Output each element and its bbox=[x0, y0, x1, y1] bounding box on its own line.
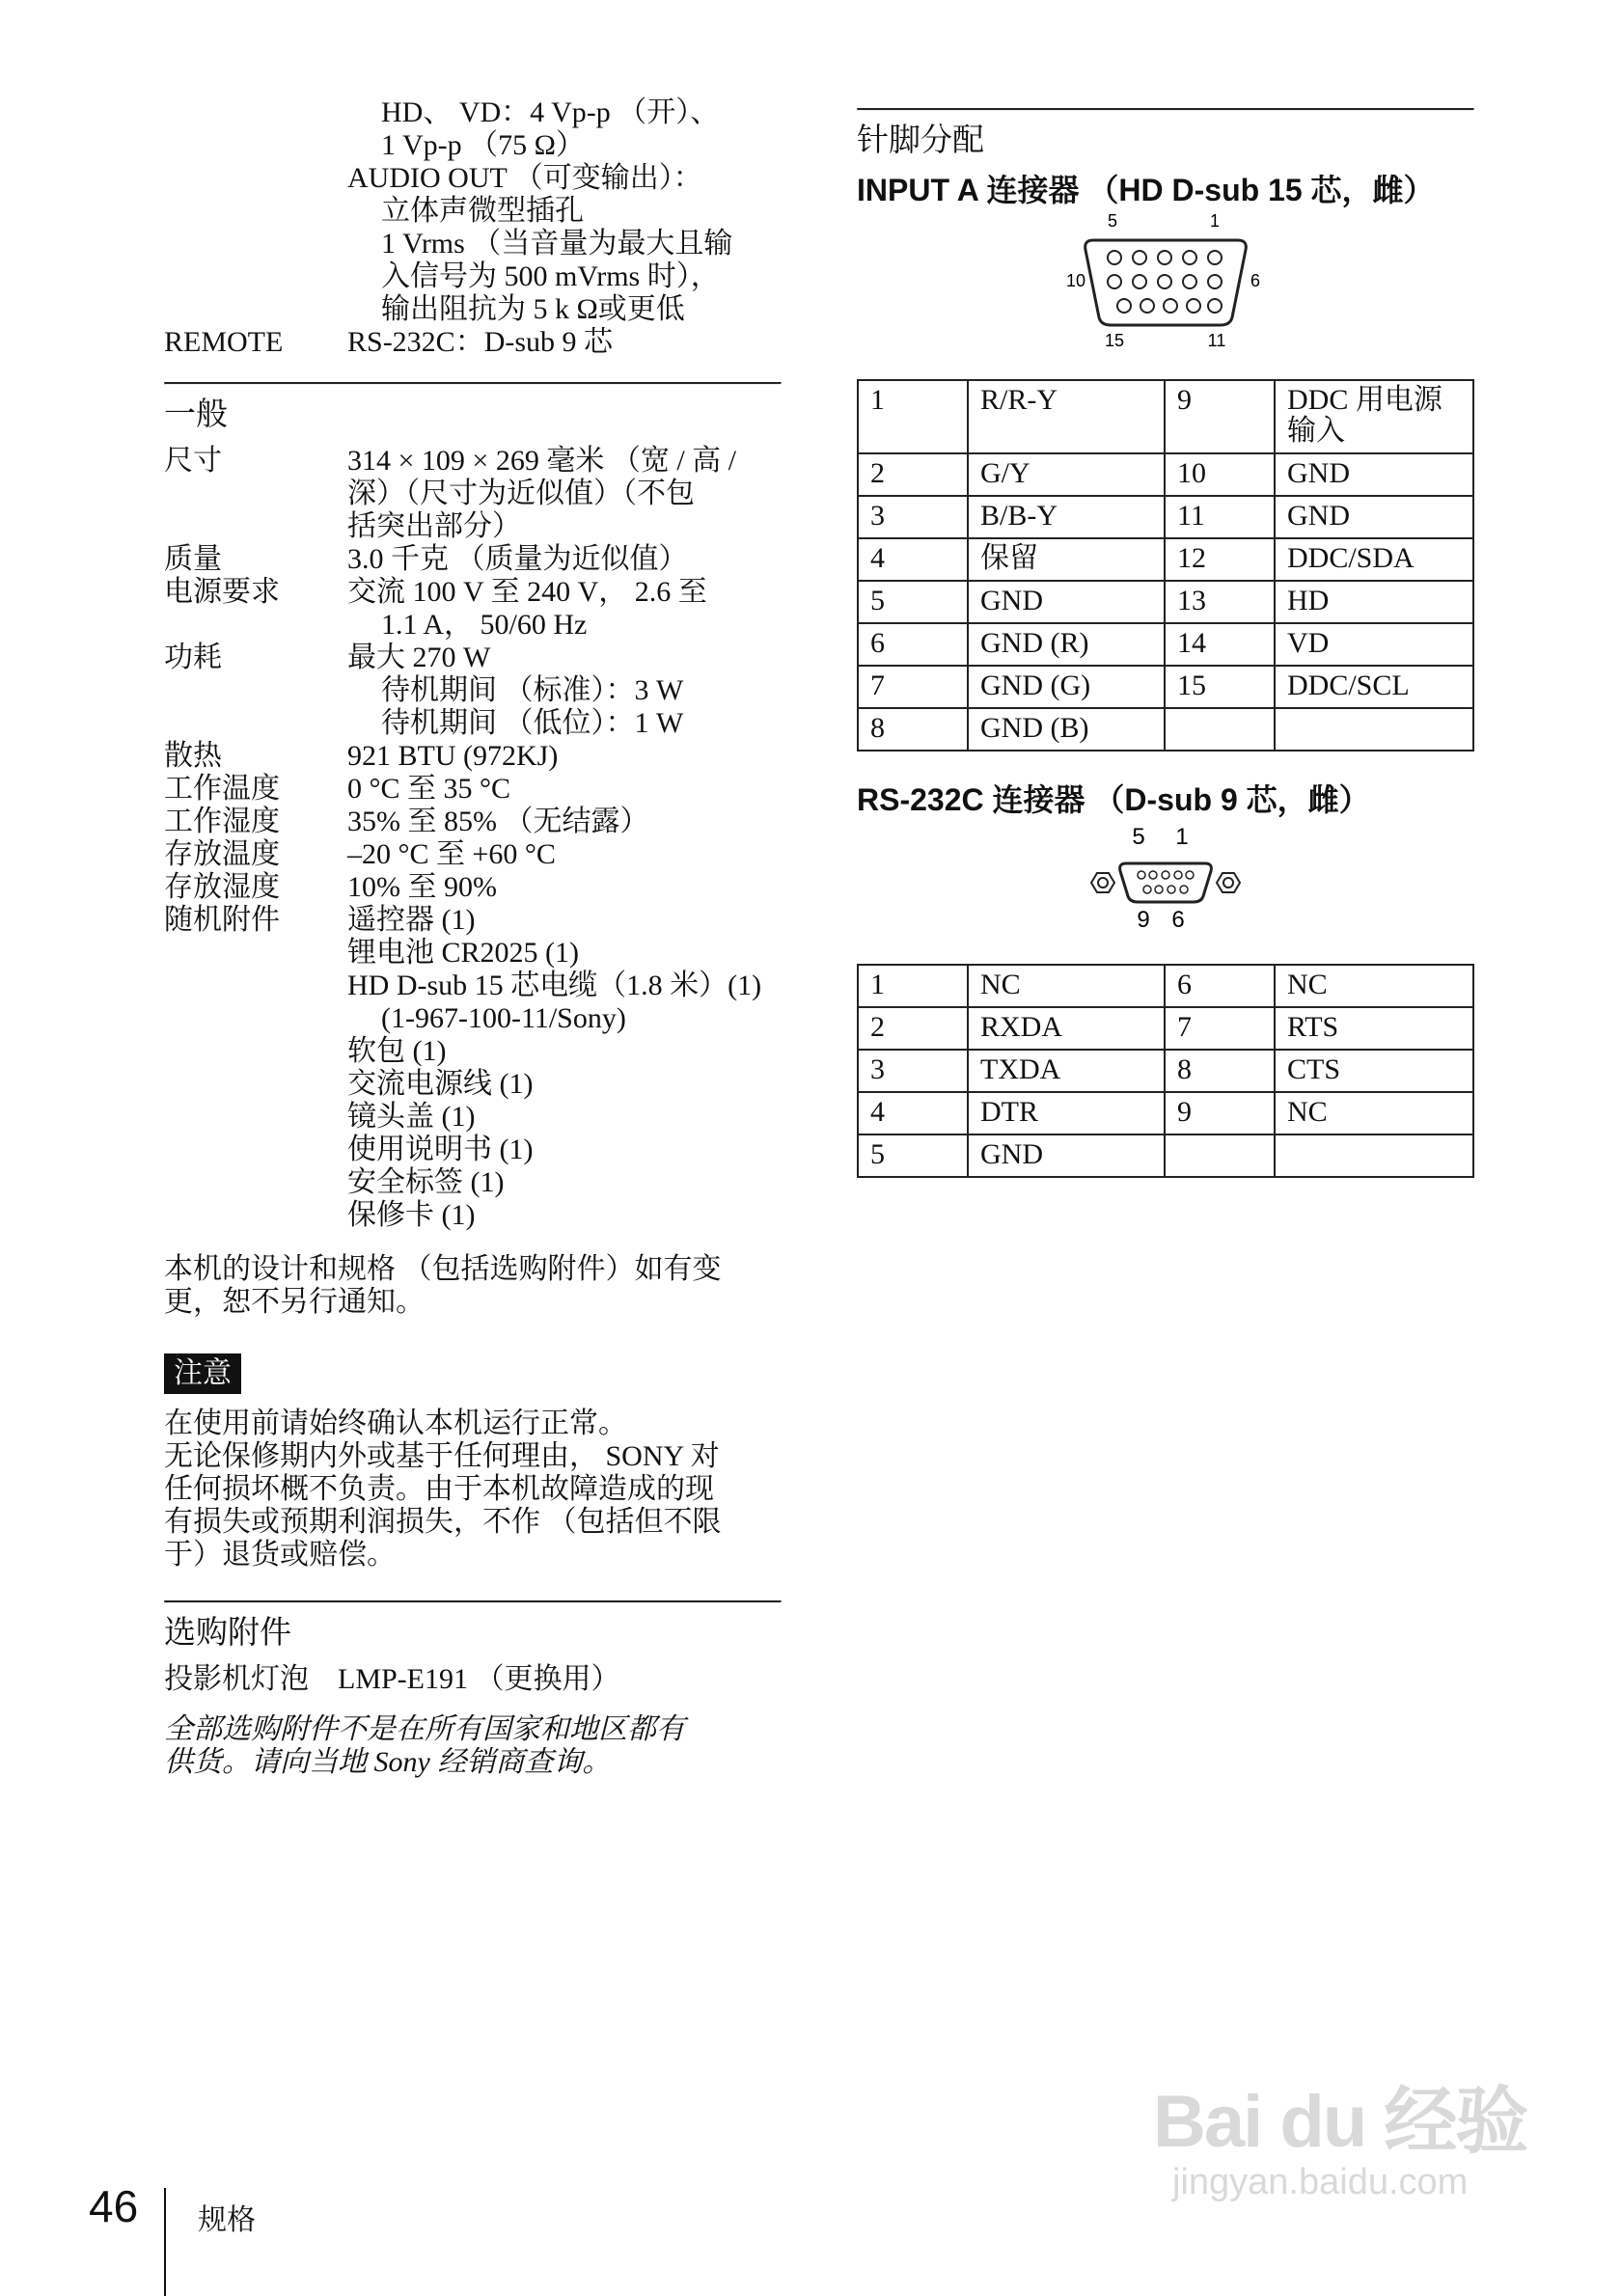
pin-signal-cell: B/B-Y bbox=[968, 496, 1165, 538]
op-humidity-key: 工作湿度 bbox=[164, 806, 280, 837]
pin-signal-cell bbox=[1275, 1134, 1473, 1177]
page-number: 46 bbox=[89, 2181, 139, 2231]
op-temp-value: 0 °C 至 35 °C bbox=[347, 773, 511, 805]
pin-label-9: 9 bbox=[1137, 907, 1150, 933]
heat-value: 921 BTU (972KJ) bbox=[347, 740, 559, 772]
connector-mount-right bbox=[1217, 873, 1240, 892]
pin-label-10: 10 bbox=[1065, 271, 1086, 290]
caution-line: 任何损坏概不负责。由于本机故障造成的现 bbox=[164, 1473, 714, 1505]
spec-row-accessories bbox=[164, 904, 782, 1232]
spec-row-storage-temp bbox=[164, 838, 782, 871]
pin bbox=[1208, 299, 1222, 313]
power-key: 电源要求 bbox=[164, 576, 280, 608]
pin-signal-cell: GND bbox=[1275, 496, 1473, 538]
consumption-value bbox=[347, 642, 782, 740]
spec-notice-line: 本机的设计和规格 （包括选购附件）如有变 bbox=[164, 1253, 722, 1285]
pin-number-cell: 12 bbox=[1165, 538, 1275, 581]
pin bbox=[1187, 299, 1200, 313]
caution-line: 在使用前请始终确认本机运行正常。 bbox=[164, 1408, 627, 1439]
storage-humidity-key: 存放湿度 bbox=[164, 871, 280, 903]
pin-label-5: 5 bbox=[1132, 824, 1145, 850]
section-divider bbox=[164, 1600, 782, 1603]
pin-number-cell: 5 bbox=[858, 581, 968, 623]
size-line: 深）（尺寸为近似值）（不包 bbox=[347, 478, 695, 509]
heat-key: 散热 bbox=[164, 740, 222, 772]
connector-spec-line: 入信号为 500 mVrms 时）， bbox=[381, 260, 720, 292]
optional-note-line: 供货。请向当地 Sony 经销商查询。 bbox=[164, 1746, 612, 1778]
pin bbox=[1174, 871, 1182, 879]
pin-signal-cell: VD bbox=[1275, 623, 1473, 666]
section-divider bbox=[164, 382, 782, 385]
watermark-logo: Bai du 经验 bbox=[1153, 2081, 1527, 2163]
general-section-title: 一般 bbox=[164, 396, 228, 431]
spec-row-op-humidity bbox=[164, 806, 782, 838]
baidu-watermark bbox=[1153, 2081, 1539, 2219]
pin-signal-cell: GND (G) bbox=[968, 666, 1165, 708]
connector-spec-line: 输出阻抗为 5 k Ω或更低 bbox=[381, 293, 685, 325]
section-divider bbox=[857, 108, 1474, 111]
pin-number-cell: 8 bbox=[858, 708, 968, 751]
pin bbox=[1108, 275, 1121, 288]
right-column bbox=[857, 108, 1474, 1178]
connector-mount-left bbox=[1091, 873, 1114, 892]
pin-number-cell bbox=[1165, 1134, 1275, 1177]
hd-dsub15-connector-diagram bbox=[1055, 209, 1277, 354]
accessory-item: 交流电源线 (1) bbox=[347, 1068, 534, 1100]
spec-row-mass bbox=[164, 543, 782, 576]
op-temp-key: 工作温度 bbox=[164, 773, 280, 805]
pin-row bbox=[858, 496, 1473, 538]
pin-number-cell: 3 bbox=[858, 1050, 968, 1092]
pin-number-cell: 4 bbox=[858, 1092, 968, 1134]
pin bbox=[1183, 275, 1196, 288]
pin-number-cell: 7 bbox=[1165, 1007, 1275, 1050]
accessories-key: 随机附件 bbox=[164, 904, 280, 936]
pin-signal-cell: NC bbox=[968, 965, 1165, 1007]
connector-spec-line: 1 Vrms （当音量为最大且输 bbox=[381, 228, 733, 260]
pin-number-cell: 6 bbox=[858, 623, 968, 666]
watermark-url: jingyan.baidu.com bbox=[1172, 2162, 1469, 2202]
pin bbox=[1183, 251, 1196, 264]
pin-row bbox=[858, 1134, 1473, 1177]
pin-signal-cell: CTS bbox=[1275, 1050, 1473, 1092]
pin-number-cell: 8 bbox=[1165, 1050, 1275, 1092]
remote-row bbox=[164, 326, 782, 359]
connector-shell bbox=[1120, 863, 1212, 902]
pin-row bbox=[858, 666, 1473, 708]
pin-number-cell: 2 bbox=[858, 1007, 968, 1050]
pin bbox=[1149, 871, 1157, 879]
connector-pins bbox=[1108, 251, 1222, 313]
connector-spec-line: 1 Vp-p （75 Ω） bbox=[381, 129, 585, 161]
pin bbox=[1158, 251, 1171, 264]
storage-temp-value: –20 °C 至 +60 °C bbox=[347, 838, 556, 870]
pin-signal-cell: RTS bbox=[1275, 1007, 1473, 1050]
spec-row-storage-humidity bbox=[164, 871, 782, 904]
pin bbox=[1208, 275, 1222, 288]
pin-number-cell: 13 bbox=[1165, 581, 1275, 623]
pin-signal-cell: GND bbox=[968, 581, 1165, 623]
pin-signal-cell: RXDA bbox=[968, 1007, 1165, 1050]
remote-key: REMOTE bbox=[164, 326, 284, 358]
optional-section-title: 选购附件 bbox=[164, 1614, 291, 1650]
pin-number-cell: 1 bbox=[858, 380, 968, 453]
pin-signal-cell: GND bbox=[1275, 453, 1473, 496]
left-column bbox=[164, 96, 782, 1779]
pin-number-cell: 14 bbox=[1165, 623, 1275, 666]
pin bbox=[1180, 886, 1188, 893]
pin-number-cell: 5 bbox=[858, 1134, 968, 1177]
pin-signal-cell: GND bbox=[968, 1134, 1165, 1177]
pin-number-cell: 1 bbox=[858, 965, 968, 1007]
pin-signal-cell: GND (R) bbox=[968, 623, 1165, 666]
pin-number-cell: 15 bbox=[1165, 666, 1275, 708]
pin-number-cell: 4 bbox=[858, 538, 968, 581]
dsub9-connector-diagram bbox=[1084, 819, 1248, 935]
pin bbox=[1162, 871, 1169, 879]
accessory-item: 保修卡 (1) bbox=[347, 1199, 476, 1231]
pin-signal-cell: R/R-Y bbox=[968, 380, 1165, 453]
consumption-line: 待机期间 （标准）：3 W bbox=[381, 674, 684, 706]
pin bbox=[1133, 275, 1146, 288]
caution-line: 有损失或预期利润损失，不作 （包括但不限 bbox=[164, 1506, 722, 1538]
consumption-line: 最大 270 W bbox=[347, 642, 491, 673]
pin-signal-cell: DDC 用电源输入 bbox=[1275, 380, 1473, 453]
accessory-item: 使用说明书 (1) bbox=[347, 1134, 534, 1165]
pin-row bbox=[858, 538, 1473, 581]
accessory-item: HD D-sub 15 芯电缆（1.8 米）(1) bbox=[347, 970, 762, 1001]
pin bbox=[1140, 299, 1154, 313]
pin-signal-cell: G/Y bbox=[968, 453, 1165, 496]
pin-label-1: 1 bbox=[1209, 211, 1221, 231]
pin-signal-cell: NC bbox=[1275, 1092, 1473, 1134]
pin-number-cell: 10 bbox=[1165, 453, 1275, 496]
pin-row bbox=[858, 380, 1473, 453]
pin-number-cell: 7 bbox=[858, 666, 968, 708]
pin-row bbox=[858, 965, 1473, 1007]
accessory-item: 安全标签 (1) bbox=[347, 1166, 505, 1198]
pin-row bbox=[858, 1050, 1473, 1092]
pin-label-5: 5 bbox=[1107, 211, 1118, 231]
pin-label-15: 15 bbox=[1104, 331, 1125, 350]
pin-label-11: 11 bbox=[1207, 331, 1226, 350]
pin-number-cell: 11 bbox=[1165, 496, 1275, 538]
rs232c-title: RS-232C 连接器 （D-sub 9 芯，雌） bbox=[857, 782, 1370, 817]
accessories-list bbox=[347, 904, 782, 1232]
power-value bbox=[347, 576, 782, 642]
pin-number-cell: 6 bbox=[1165, 965, 1275, 1007]
connector-spec-line: 立体声微型插孔 bbox=[381, 195, 584, 227]
pin bbox=[1164, 299, 1177, 313]
caution-line: 无论保修期内外或基于任何理由， SONY 对 bbox=[164, 1440, 720, 1472]
mass-value: 3.0 千克 （质量为近似值） bbox=[347, 543, 688, 575]
spec-notice bbox=[164, 1253, 782, 1319]
pin-row bbox=[858, 623, 1473, 666]
accessory-item: 遥控器 (1) bbox=[347, 904, 476, 936]
connector-spec-block bbox=[164, 96, 782, 326]
remote-value: RS-232C：D-sub 9 芯 bbox=[347, 326, 614, 358]
pin bbox=[1138, 871, 1145, 879]
connector-spec-line: AUDIO OUT （可变输出）： bbox=[347, 162, 702, 194]
pin bbox=[1143, 886, 1151, 893]
pin bbox=[1117, 299, 1131, 313]
caution-line: 于）退货或赔偿。 bbox=[164, 1539, 396, 1571]
pin-signal-cell bbox=[1275, 708, 1473, 751]
pin bbox=[1108, 251, 1121, 264]
pin-signal-cell: GND (B) bbox=[968, 708, 1165, 751]
size-line: 括突出部分） bbox=[347, 510, 521, 542]
size-line: 314 × 109 × 269 毫米 （宽 / 高 / bbox=[347, 445, 737, 477]
accessory-item: 镜头盖 (1) bbox=[347, 1101, 476, 1133]
pin bbox=[1168, 886, 1175, 893]
pin-label-6: 6 bbox=[1250, 271, 1261, 290]
pin-row bbox=[858, 1007, 1473, 1050]
caution-text bbox=[164, 1408, 782, 1572]
storage-temp-key: 存放温度 bbox=[164, 838, 280, 870]
pin bbox=[1208, 251, 1222, 264]
optional-note-line: 全部选购附件不是在所有国家和地区都有 bbox=[164, 1713, 685, 1745]
pin-number-cell: 2 bbox=[858, 453, 968, 496]
pin-signal-cell: 保留 bbox=[968, 538, 1165, 581]
power-line: 1.1 A， 50/60 Hz bbox=[381, 609, 588, 641]
accessory-item: 锂电池 CR2025 (1) bbox=[347, 937, 579, 969]
pin-signal-cell: TXDA bbox=[968, 1050, 1165, 1092]
pin-row bbox=[858, 453, 1473, 496]
pin-label-1: 1 bbox=[1175, 824, 1189, 850]
pin-signal-cell: DDC/SCL bbox=[1275, 666, 1473, 708]
consumption-key: 功耗 bbox=[164, 642, 222, 673]
connector-spec-line: HD、 VD：4 Vp-p （开）、 bbox=[381, 96, 720, 128]
footer-divider bbox=[164, 2188, 166, 2296]
pin-row bbox=[858, 581, 1473, 623]
pin bbox=[1186, 871, 1194, 879]
rs232c-pin-table bbox=[857, 964, 1474, 1178]
accessory-item: 软包 (1) bbox=[347, 1035, 447, 1067]
spec-row-op-temp bbox=[164, 773, 782, 806]
storage-humidity-value: 10% 至 90% bbox=[347, 871, 497, 903]
caution-block bbox=[164, 1353, 782, 1572]
pin-label-6: 6 bbox=[1171, 907, 1185, 933]
size-key: 尺寸 bbox=[164, 445, 222, 477]
spec-row-consumption bbox=[164, 642, 782, 740]
pin bbox=[1155, 886, 1163, 893]
consumption-line: 待机期间 （低位）：1 W bbox=[381, 707, 684, 739]
spec-notice-line: 更，恕不另行通知。 bbox=[164, 1286, 425, 1318]
mass-key: 质量 bbox=[164, 543, 222, 575]
pin-signal-cell: NC bbox=[1275, 965, 1473, 1007]
pin-number-cell bbox=[1165, 708, 1275, 751]
pin-row bbox=[858, 1092, 1473, 1134]
pin-number-cell: 9 bbox=[1165, 380, 1275, 453]
accessory-item: (1-967-100-11/Sony) bbox=[381, 1002, 626, 1034]
spec-row-power bbox=[164, 576, 782, 642]
pin bbox=[1158, 275, 1171, 288]
connector-pins bbox=[1138, 871, 1194, 893]
pins-section-title: 针脚分配 bbox=[857, 122, 984, 157]
pin bbox=[1133, 251, 1146, 264]
op-humidity-value: 35% 至 85% （无结露） bbox=[347, 806, 649, 837]
optional-note bbox=[164, 1713, 782, 1779]
input-a-pin-table bbox=[857, 379, 1474, 752]
caution-badge: 注意 bbox=[164, 1353, 241, 1394]
pin-signal-cell: DDC/SDA bbox=[1275, 538, 1473, 581]
size-value bbox=[347, 445, 782, 543]
pin-number-cell: 3 bbox=[858, 496, 968, 538]
pin-signal-cell: DTR bbox=[968, 1092, 1165, 1134]
input-a-title: INPUT A 连接器 （HD D-sub 15 芯，雌） bbox=[857, 173, 1435, 207]
pin-number-cell: 9 bbox=[1165, 1092, 1275, 1134]
spec-row-size bbox=[164, 445, 782, 543]
footer-section-label: 规格 bbox=[198, 2204, 256, 2236]
pin-signal-cell: HD bbox=[1275, 581, 1473, 623]
pin-row bbox=[858, 708, 1473, 751]
power-line: 交流 100 V 至 240 V， 2.6 至 bbox=[347, 576, 707, 608]
spec-row-heat bbox=[164, 740, 782, 773]
optional-item: 投影机灯泡 LMP-E191 （更换用） bbox=[164, 1663, 620, 1695]
